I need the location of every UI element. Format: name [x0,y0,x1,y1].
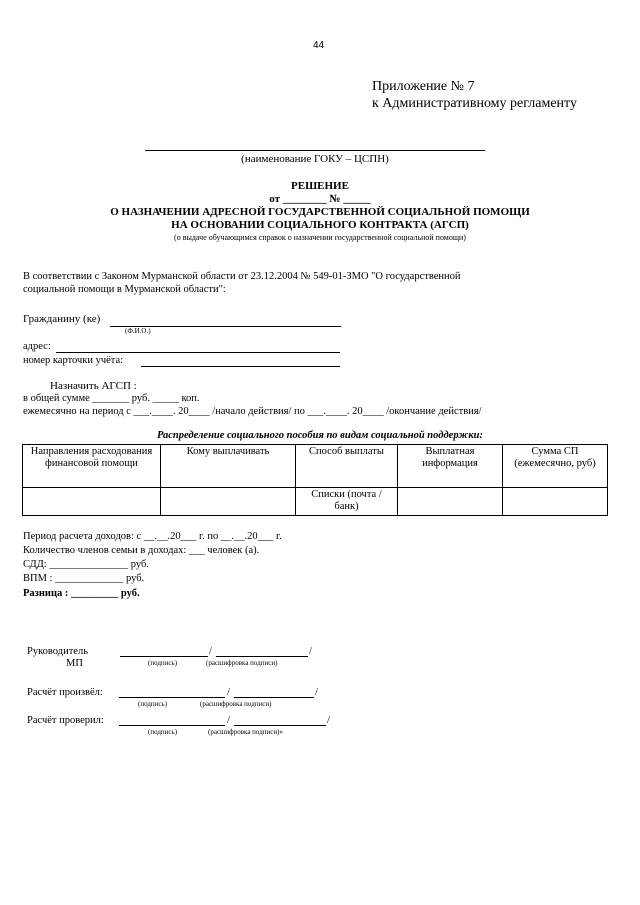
decision-title: РЕШЕНИЕ [291,180,349,192]
table-header-cell: Сумма СП (ежемесячно, руб) [503,445,608,488]
sdd-line: СДД: _______________ руб. [23,559,149,570]
table-header-cell: Способ выплаты [296,445,398,488]
appendix-line-2: к Административному регламенту [372,96,577,111]
decision-subheading: (о выдаче обучающимся справок о назначении государственной социальной помощи) [174,233,466,242]
total-sum-line: в общей сумме _______ руб. _____ коп. [23,393,200,404]
table-header-cell: Направления расходования финансовой помощи [23,445,161,488]
calc-done-label: Расчёт произвёл: [27,687,103,698]
org-name-caption: (наименование ГОКУ – ЦСПН) [241,153,389,165]
income-period-line: Период расчета доходов: с __.__.20___ г. по __.__.20___ г. [23,531,282,542]
card-number-field[interactable] [141,366,340,367]
appendix-line-1: Приложение № 7 [372,79,475,94]
signature-caption: (подпись) [148,659,178,667]
decision-from-number: от ________ № _____ [269,193,371,205]
law-reference-line-2: социальной помощи в Мурманской области": [23,284,226,295]
mp-label: МП [66,658,83,669]
table-header-cell: Кому выплачивать [161,445,296,488]
page-number: 44 [313,40,325,51]
table-cell[interactable] [503,488,608,516]
law-reference-line-1: В соответствии с Законом Мурманской области от 23.12.2004 № 549-01-ЗМО "О государственной [23,271,461,282]
calc-checked-decode-field[interactable] [234,725,326,726]
table-cell[interactable] [161,488,296,516]
family-members-line: Количество членов семьи в доходах: ___ человек (а). [23,545,260,556]
table-header-cell: Выплатная информация [398,445,503,488]
decision-heading-1: О НАЗНАЧЕНИИ АДРЕСНОЙ ГОСУДАРСТВЕННОЙ СОЦИАЛЬНОЙ ПОМОЩИ [110,206,530,218]
calc-checked-label: Расчёт проверил: [27,715,104,726]
table-cell[interactable] [398,488,503,516]
table-row [23,488,608,516]
address-label: адрес: [23,341,51,352]
org-name-line [145,150,485,151]
decode-caption: (расшифровка подписи) [206,659,278,667]
table-cell[interactable]: Списки (почта / банк) [296,488,398,516]
citizen-label: Гражданину (ке) [23,313,101,325]
difference-line: Разница : _________ руб. [23,588,140,599]
table-cell[interactable] [23,488,161,516]
decode-caption: (расшифровка подписи)» [208,728,283,736]
calc-done-signature-field[interactable] [119,697,225,698]
signature-caption: (подпись) [138,700,168,708]
calc-done-decode-field[interactable] [234,697,314,698]
table-header-row [23,445,608,488]
assign-label: Назначить АГСП : [50,380,137,392]
head-signature-field[interactable] [120,656,208,657]
distribution-table-title: Распределение социального пособия по видам социальной поддержки: [157,430,483,441]
address-field[interactable] [56,352,340,353]
decision-heading-2: НА ОСНОВАНИИ СОЦИАЛЬНОГО КОНТРАКТА (АГСП) [171,219,469,231]
fio-caption: (Ф.И.О.) [125,327,151,335]
calc-checked-signature-field[interactable] [119,725,225,726]
head-signature-decode-field[interactable] [216,656,308,657]
signature-caption: (подпись) [148,728,178,736]
vpm-line: ВПМ : _____________ руб. [23,573,145,584]
decode-caption: (расшифровка подписи) [200,700,272,708]
distribution-table [22,444,608,516]
period-line: ежемесячно на период с ___.____. 20____ /начало действия/ по ___.____. 20____ /окончание действия/ [23,406,482,417]
card-number-label: номер карточки учёта: [23,355,124,366]
head-label: Руководитель [27,646,88,657]
